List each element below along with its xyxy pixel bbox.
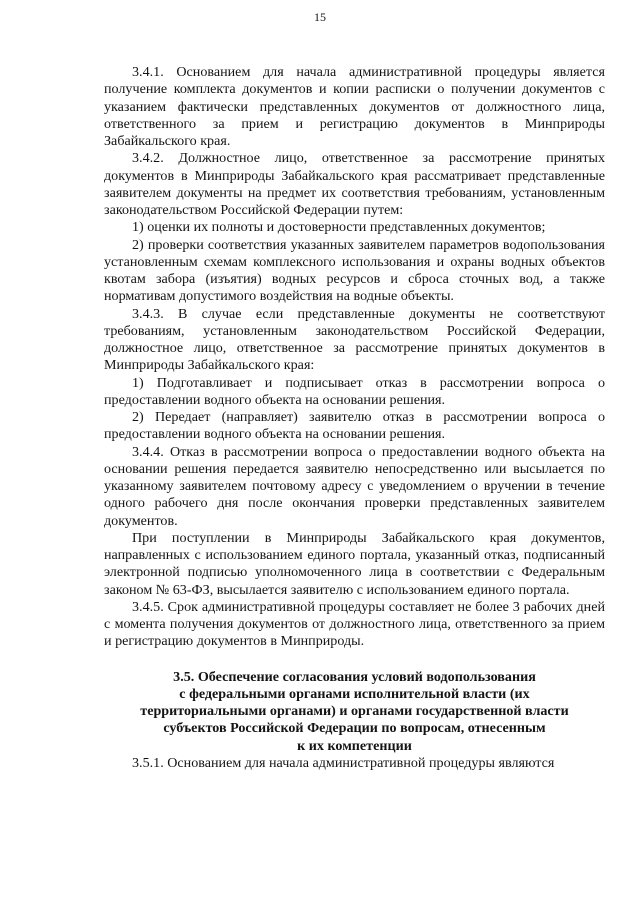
list-item-completeness-check: 1) оценки их полноты и достоверности представленных документов; <box>132 219 546 236</box>
page-number: 15 <box>314 10 326 24</box>
heading-line: 3.5. Обеспечение согласования условий водопользования <box>173 668 536 685</box>
paragraph-3-4-3: 3.4.3. В случае если представленные документы не соответствуют требованиям, установленным законодательством Российской Федерации, должностное лицо, ответственное за рассмотрение принятых документов в Минприроды Забайкальского края: <box>104 305 605 374</box>
paragraph-3-4-4: 3.4.4. Отказ в рассмотрении вопроса о предоставлении водного объекта на основании решения передается заявителю непосредственно или высылается по указанному заявителем почтовому адресу с уведомлением о вручении в течение одного рабочего дня после окончания проверки представленных заявителем документов. <box>104 443 605 529</box>
document-body <box>104 64 605 772</box>
section-heading-3-5 <box>104 669 605 755</box>
list-item-parameters-check: 2) проверки соответствия указанных заявителем параметров водопользования установленным схемам комплексного использования и охраны водных объектов квотам забора (изъятия) водных ресурсов и сброса сточных вод, а также нормативам допустимого воздействия на водные объекты. <box>104 236 605 305</box>
paragraph-3-4-2: 3.4.2. Должностное лицо, ответственное за рассмотрение принятых документов в Минприроды Забайкальского края рассматривает представленные заявителем документы на предмет их соответствия требованиям, установленным законодательством Российской Федерации путем: <box>104 150 605 218</box>
paragraph-3-4-1: 3.4.1. Основанием для начала административной процедуры является получение комплекта документов и копии расписки о получении документов с указанием фактически представленных документов от должностного лица, ответственного за прием и регистрацию документов в Минприроды Забайкальского края. <box>104 64 605 149</box>
paragraph-3-4-5: 3.4.5. Срок административной процедуры составляет не более 3 рабочих дней с момента получения документов от должностного лица, ответственного за прием и регистрацию документов в Минприроды. <box>104 598 605 650</box>
list-item-send-refusal: 2) Передает (направляет) заявителю отказ в рассмотрении вопроса о предоставлении водного объекта на основании решения. <box>104 409 605 443</box>
heading-line: с федеральными органами исполнительной власти (их <box>179 685 530 702</box>
list-item-prepare-refusal: 1) Подготавливает и подписывает отказ в рассмотрении вопроса о предоставлении водного объекта на основании решения. <box>104 374 605 408</box>
paragraph-portal-refusal: При поступлении в Минприроды Забайкальского края документов, направленных с использованием единого портала, указанный отказ, подписанный электронной подписью уполномоченного лица в соответствии с Федеральным законом № 63-ФЗ, высылается заявителю с использованием единого портала. <box>104 529 605 598</box>
heading-line: территориальными органами) и органами государственной власти <box>140 703 569 719</box>
paragraph-3-5-1: 3.5.1. Основанием для начала административной процедуры являются <box>132 754 555 771</box>
heading-line: к их компетенции <box>297 737 412 754</box>
heading-line: субъектов Российской Федерации по вопросам, отнесенным <box>163 720 546 737</box>
